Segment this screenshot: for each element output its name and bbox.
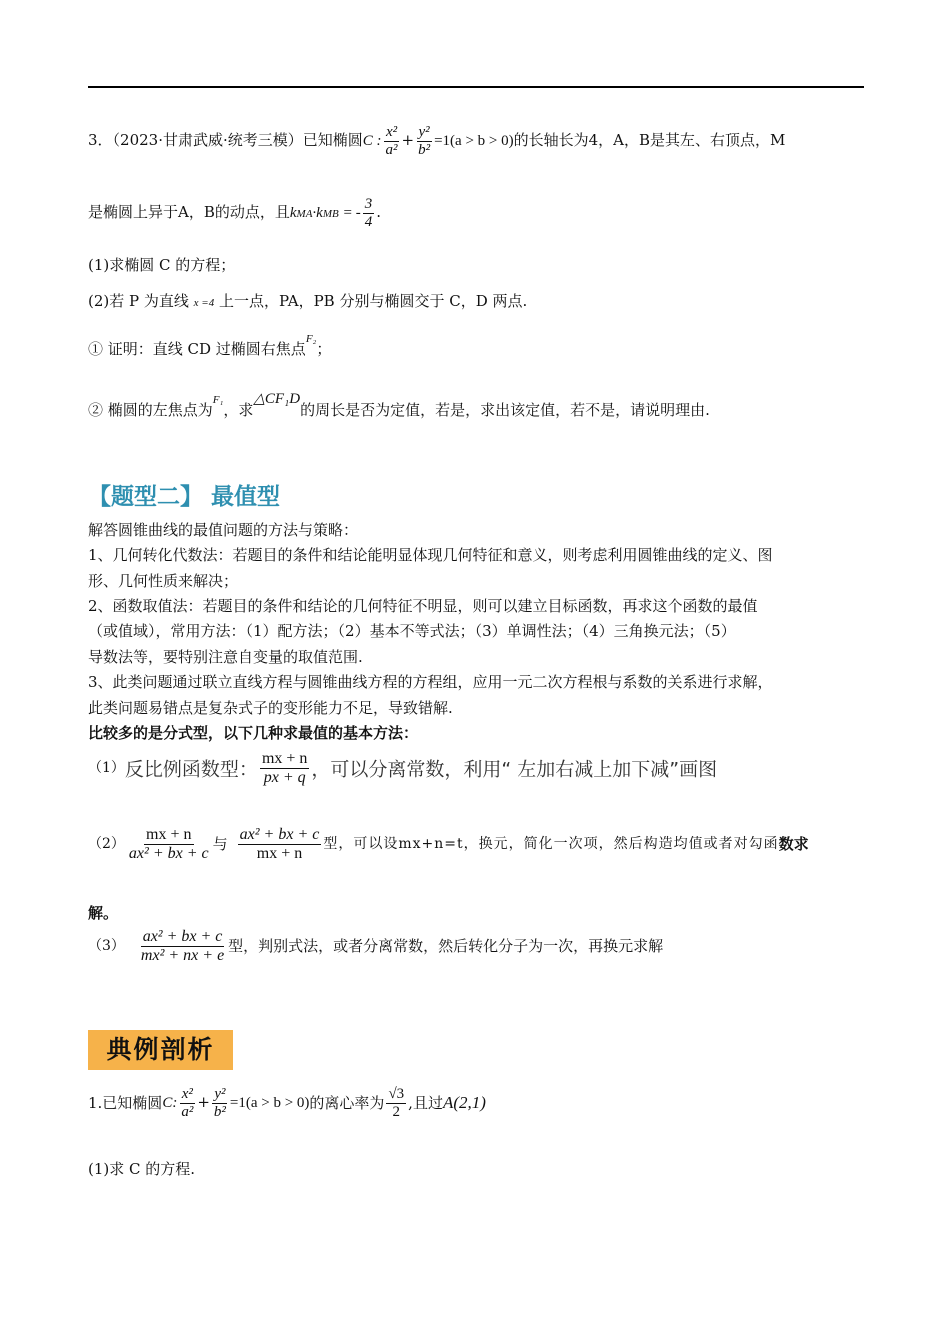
fraction-m2-a: $\frac{mx + n}{\text{ax² + bx + c}}$	[128, 826, 209, 862]
sub2-tail: 的周长是否为定值，若是，求出该定值，若不是，请说明理由.	[300, 401, 710, 419]
sub2-text: ② 椭圆的左焦点为	[88, 401, 213, 419]
method-1-text: 反比例函数型：	[124, 758, 258, 781]
problem3-q2	[88, 291, 527, 313]
problem3-line1: 3．（2023·甘肃武威·统考三模）已知椭圆C : $\frac{\text{x²}}{\text{a²}}$ + $\frac{\text{y²}}{\text{b²}}$ =1(a > b > 0)的长轴长为4，A，B是其左、右顶点，M	[88, 124, 786, 158]
method-2-bold: 数求	[778, 835, 809, 854]
focus-f1: F₁	[212, 394, 224, 406]
fraction-3-4: $\frac{3}{4}$	[364, 196, 373, 230]
method-1-label: （1）	[88, 760, 125, 777]
fraction-x2-a2: $\frac{\text{x²}}{\text{a²}}$	[385, 124, 398, 158]
fraction-m1: $\frac{mx + n}{px + q}$	[261, 750, 308, 786]
q2-text-b: 上一点，PA，PB 分别与椭圆交于 C，D 两点.	[219, 292, 528, 310]
method-2-and: 与	[212, 835, 228, 854]
strategy-1a: 1、几何转化代数法：若题目的条件和结论能明显体现几何特征和意义，则考虑利用圆锥曲线的定义、图	[88, 546, 773, 564]
problem3-sub2	[88, 391, 710, 422]
problem3-q1: (1)求椭圆 C 的方程；	[88, 256, 236, 274]
problem3-after: 的长轴长为4，A，B是其左、右顶点，M	[513, 131, 786, 149]
line-x4: x =4	[193, 297, 215, 309]
point-a: A(2,1)	[442, 1093, 486, 1112]
k-mb: ·k	[312, 205, 323, 221]
method-3	[88, 928, 663, 964]
example-1-ecc: 的离心率为	[309, 1094, 385, 1112]
ellipse-condition: =1(a > b > 0)	[434, 133, 514, 149]
strategy-3b: 此类问题易错点是复杂式子的变形能力不足，导致错解.	[88, 699, 453, 717]
k-ma: k	[289, 205, 297, 221]
method-3-tail: 型，判别式法，或者分离常数，然后转化分子为一次，再换元求解	[228, 937, 664, 956]
fraction-y2-b2: $\frac{\text{y²}}{\text{b²}}$	[418, 124, 431, 158]
method-2-tail: 型，可以设mx+n=t，换元，简化一次项，然后构造均值或者对勾函	[323, 836, 779, 853]
strategy-2b: （或值域），常用方法：（1）配方法；（2）基本不等式法；（3）单调性法；（4）三角换元法；（5）	[88, 622, 736, 640]
strategy-3a: 3、此类问题通过联立直线方程与圆锥曲线方程的方程组，应用一元二次方程根与系数的关系进行求解，	[88, 673, 773, 691]
strategy-intro: 解答圆锥曲线的最值问题的方法与策略：	[88, 521, 359, 539]
problem3-line2-text: 是椭圆上异于A，B的动点，且	[88, 203, 290, 221]
focus-f2: F₂	[305, 333, 317, 345]
example-1-text: 1.已知椭圆	[88, 1094, 163, 1112]
example-1-cond: =1(a > b > 0)	[229, 1095, 310, 1111]
top-rule	[88, 86, 864, 88]
k-mb-sub: MB	[322, 208, 339, 220]
sub1-text: ① 证明：直线 CD 过椭圆右焦点	[88, 340, 306, 358]
method-1-tail: ，可以分离常数，利用“ 左加右减上加下减”画图	[311, 758, 718, 781]
problem3-prefix: 3．（2023·甘肃武威·统考三模）已知椭圆	[88, 131, 363, 149]
method-2-label: （2）	[88, 836, 125, 853]
example-1-pass: ,且过	[408, 1094, 443, 1112]
example-badge: 典例剖析	[88, 1030, 233, 1070]
strategy-2c: 导数法等，要特别注意自变量的取值范围.	[88, 648, 363, 666]
example-1-c: C:	[162, 1095, 178, 1111]
example-1: 1.已知椭圆C: $\frac{\text{x²}}{\text{a²}}$ + $\frac{\text{y²}}{\text{b²}}$ =1(a > b > 0)的离心率为 $\frac{√3}{2}$ ,且过A(2,1)	[88, 1086, 486, 1120]
fraction-e1-y: $\frac{\text{y²}}{\text{b²}}$	[213, 1086, 226, 1120]
method-2	[88, 826, 809, 862]
example-1-q1: (1)求 C 的方程.	[88, 1160, 196, 1178]
strategy-2a: 2、函数取值法：若题目的条件和结论的几何特征不明显，则可以建立目标函数，再求这个函数的最值	[88, 597, 758, 615]
triangle-cf1d: △CF₁D	[253, 391, 301, 407]
method-2-bold-cont: 解。	[88, 904, 119, 922]
fraction-m2-b: $\frac{\text{ax² + bx + c}}{mx + n}$	[239, 826, 320, 862]
fraction-sqrt3-2: $\frac{√3}{2}$	[388, 1086, 405, 1120]
fraction-m3: $\frac{\text{ax² + bx + c}}{\text{mx² + nx + e}}$	[140, 928, 225, 964]
method-1	[88, 750, 717, 786]
period: .	[376, 203, 382, 221]
method-3-label: （3）	[88, 938, 125, 955]
problem3-sub1	[88, 333, 332, 361]
strategy-1b: 形、几何性质来解决；	[88, 572, 239, 590]
k-ma-sub: MA	[296, 208, 313, 220]
section-heading: 【题型二】 最值型	[88, 484, 281, 510]
sub2-ask: ，求	[223, 401, 254, 419]
fraction-e1-x: $\frac{\text{x²}}{\text{a²}}$	[181, 1086, 194, 1120]
q2-text-a: (2)若 P 为直线	[88, 292, 189, 310]
equals-minus: = -	[343, 205, 361, 221]
sub1-tail: ；	[316, 340, 332, 358]
ellipse-c: C :	[362, 133, 382, 149]
methods-intro: 比较多的是分式型，以下几种求最值的基本方法：	[88, 724, 419, 742]
problem3-line2	[88, 196, 381, 230]
